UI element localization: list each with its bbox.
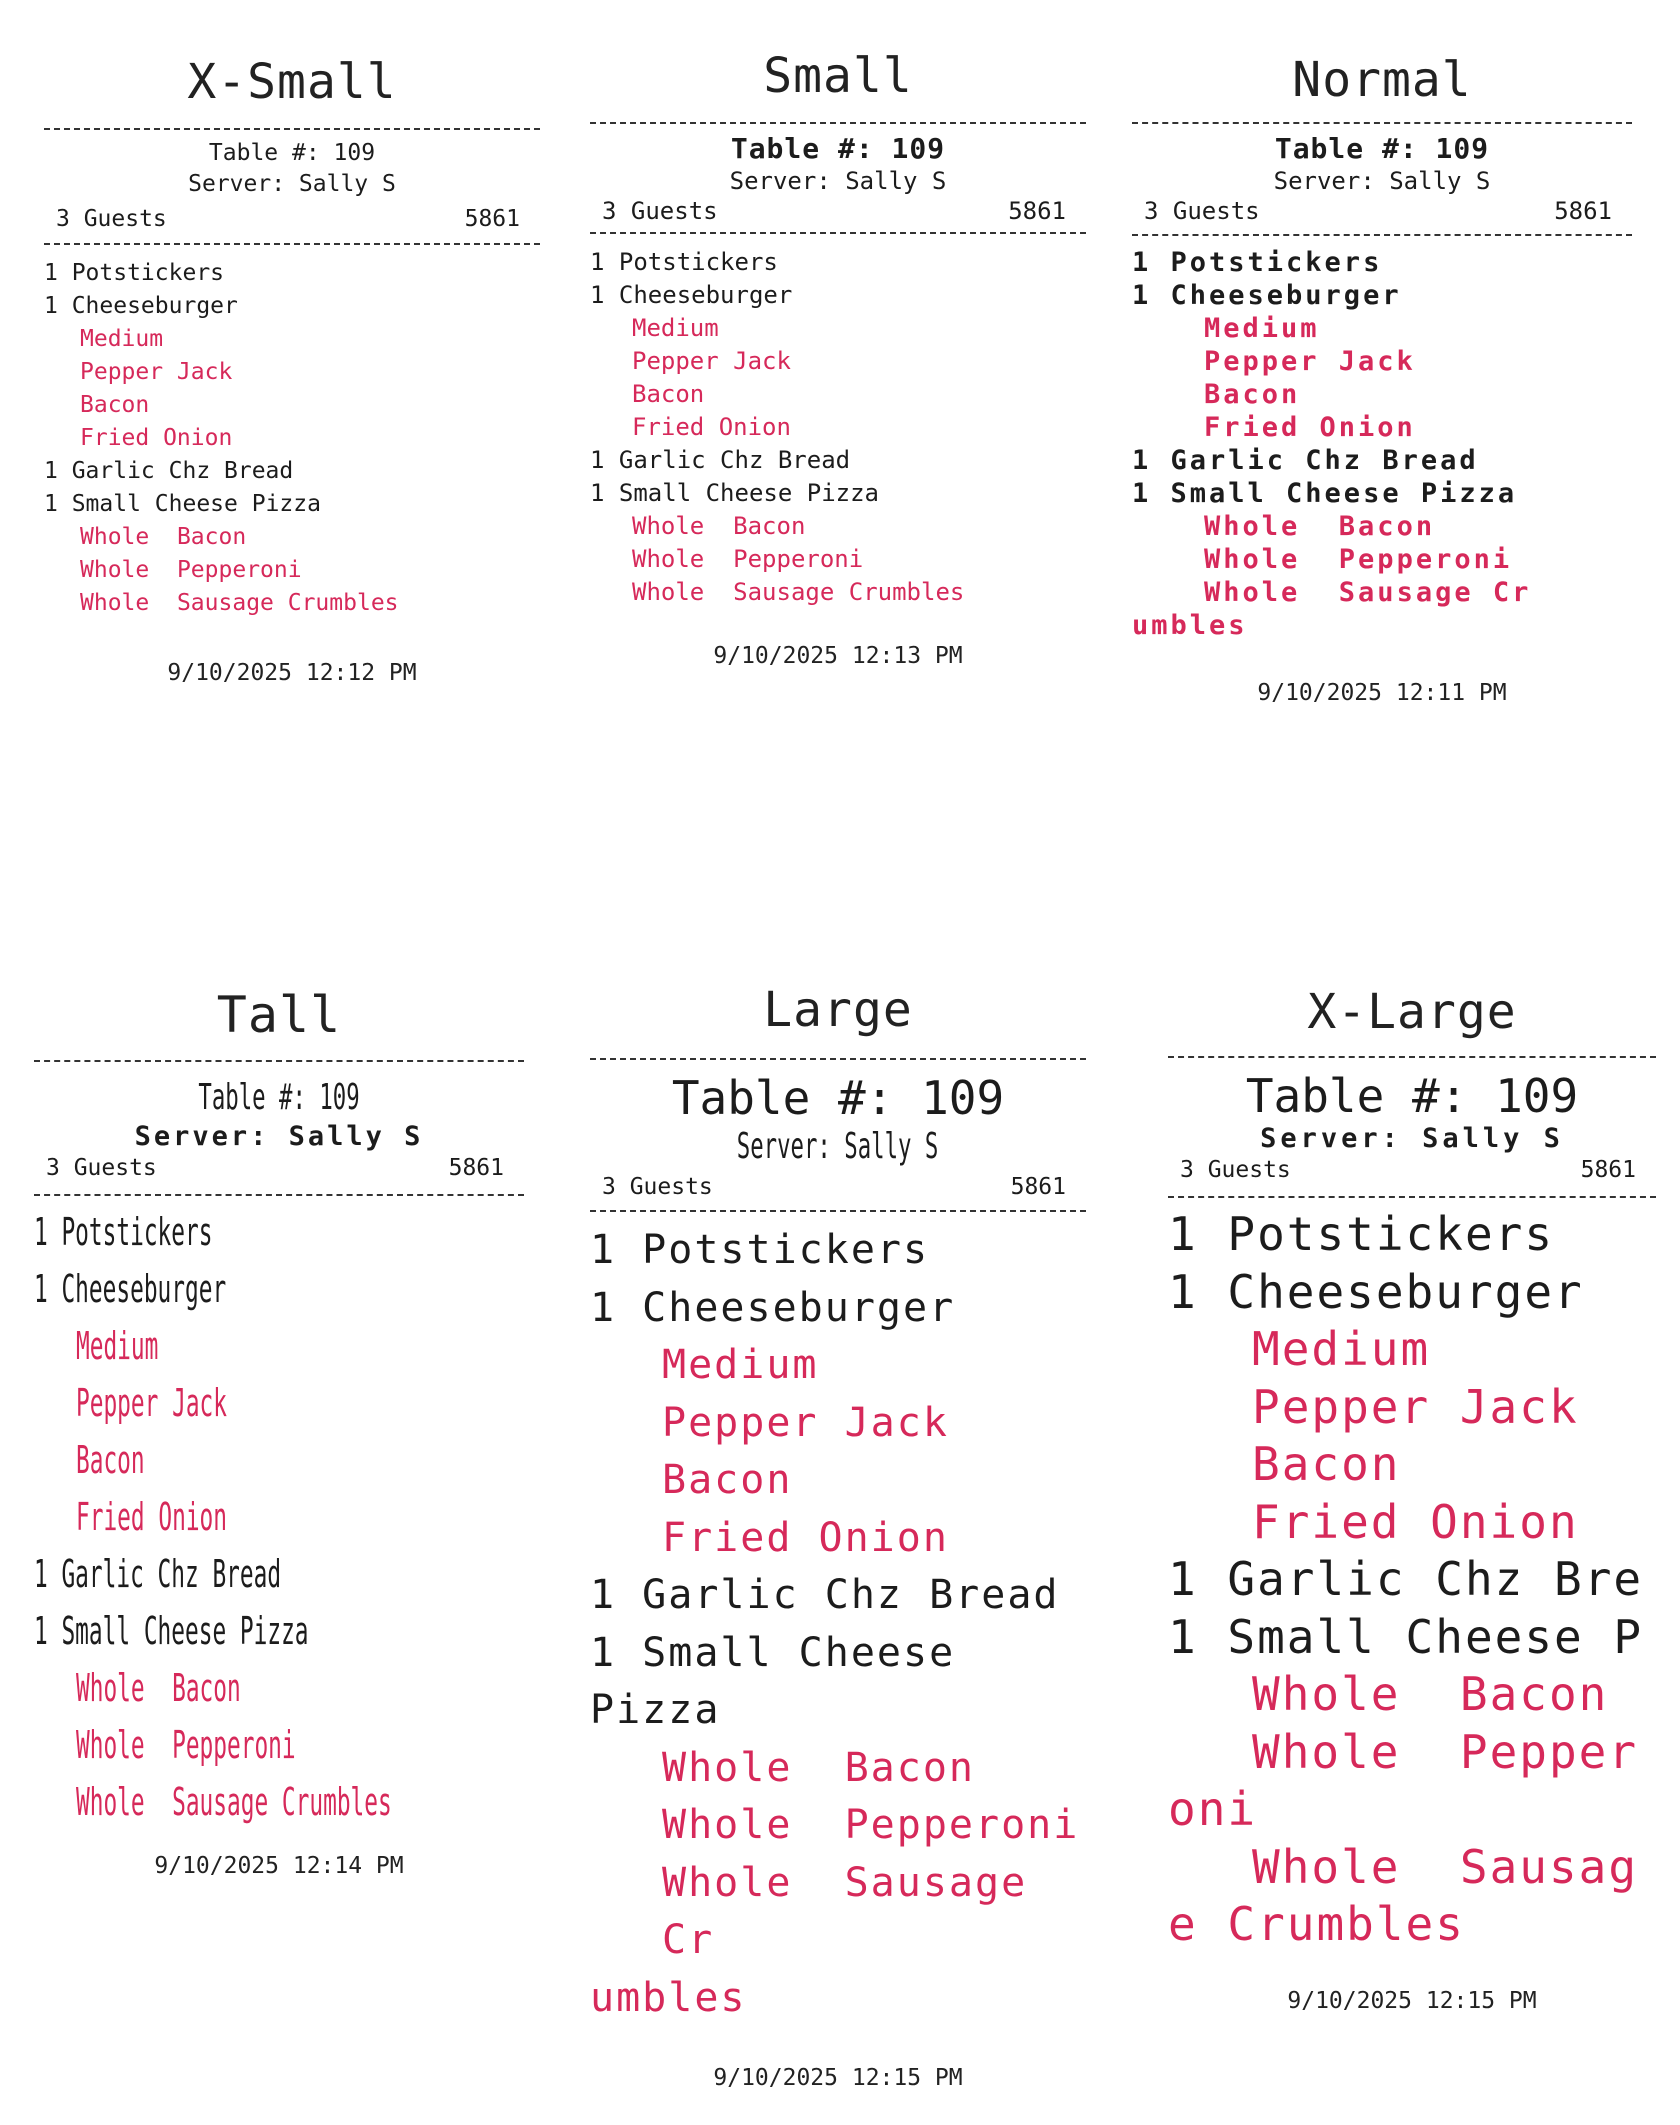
topping-row bbox=[34, 1717, 524, 1774]
topping-portion: Whole bbox=[76, 1780, 145, 1824]
modifier-bacon: Bacon bbox=[80, 392, 150, 418]
topping-bacon: Bacon bbox=[1459, 1667, 1609, 1721]
item-cheeseburger: 1 Cheeseburger bbox=[590, 1284, 956, 1331]
divider bbox=[590, 1058, 1086, 1060]
modifier-medium bbox=[34, 1318, 524, 1375]
topping-portion: Whole bbox=[632, 545, 705, 573]
modifier-pepper-jack: Pepper Jack bbox=[80, 359, 233, 385]
receipt-title: X-Small bbox=[187, 54, 397, 110]
item-text: 1 Cheeseburger bbox=[34, 1267, 227, 1311]
item-garlic-chz-bread: 1 Garlic Chz Bre bbox=[1168, 1552, 1644, 1606]
topping-portion: Whole bbox=[662, 1744, 793, 1791]
topping-row bbox=[44, 587, 540, 620]
modifier-bacon: Bacon bbox=[1204, 379, 1301, 410]
receipt-title: Small bbox=[763, 48, 913, 104]
topping-bacon: Bacon bbox=[1338, 511, 1436, 542]
topping-portion: Whole bbox=[1204, 511, 1301, 542]
item-small-cheese-pizza: 1 Small Cheese P bbox=[1168, 1609, 1644, 1664]
item-text: 1 Garlic Chz Bread bbox=[34, 1552, 282, 1596]
modifier-medium: Medium bbox=[80, 326, 164, 352]
topping-pepperoni: Pepperoni bbox=[844, 1802, 1080, 1848]
topping-sausage-crumbles: Sausage Crumbles bbox=[176, 590, 399, 616]
receipt-x-small bbox=[44, 54, 540, 686]
check-number: 5861 bbox=[1554, 197, 1612, 225]
topping-row bbox=[590, 510, 1086, 543]
receipt-title: Tall bbox=[216, 986, 342, 1044]
topping-portion: Whole bbox=[1252, 1724, 1401, 1779]
modifier-fried-onion: Fried Onion bbox=[80, 425, 233, 451]
topping-row bbox=[590, 576, 1086, 609]
modifier-pepper-jack bbox=[34, 1375, 524, 1432]
topping-row bbox=[590, 1740, 1086, 1798]
topping-portion: Whole bbox=[80, 524, 150, 550]
check-number: 5861 bbox=[1008, 197, 1066, 225]
topping-pepperoni: Pepperoni bbox=[1338, 544, 1513, 575]
server-name-text: Server: Sally S bbox=[737, 1126, 939, 1167]
topping-portion: Whole bbox=[76, 1666, 145, 1710]
modifier-fried-onion bbox=[34, 1489, 524, 1546]
topping-pepperoni: Pepper bbox=[1459, 1724, 1639, 1779]
table-number: Table #: 109 bbox=[1274, 132, 1490, 165]
topping-wrap: umbles bbox=[590, 1974, 747, 2021]
modifier-medium: Medium bbox=[1204, 313, 1320, 344]
timestamp: 9/10/2025 12:15 PM bbox=[713, 2065, 963, 2091]
modifier-bacon: Bacon bbox=[662, 1457, 793, 1503]
timestamp: 9/10/2025 12:14 PM bbox=[154, 1853, 404, 1879]
timestamp: 9/10/2025 12:12 PM bbox=[167, 660, 417, 686]
check-number: 5861 bbox=[1010, 1174, 1066, 1200]
topping-wrap: e Crumbles bbox=[1168, 1897, 1465, 1951]
topping-portion: Whole bbox=[80, 557, 150, 583]
guest-count: 3 Guests bbox=[602, 197, 718, 225]
item-cheeseburger: 1 Cheeseburger bbox=[1168, 1264, 1584, 1319]
topping-sausage-crumbles: Sausage Cr bbox=[1338, 577, 1532, 608]
topping-pepperoni: Pepperoni bbox=[172, 1723, 296, 1767]
divider bbox=[44, 243, 540, 245]
item-cheeseburger: 1 Cheeseburger bbox=[44, 293, 238, 319]
receipt-small bbox=[590, 48, 1086, 669]
item-garlic-chz-bread: 1 Garlic Chz Bread bbox=[44, 458, 294, 484]
topping-bacon: Bacon bbox=[733, 512, 806, 540]
item-potstickers bbox=[34, 1204, 524, 1261]
server-name: Server: Sally S bbox=[1260, 1123, 1564, 1154]
item-small-cheese-pizza: 1 Small Cheese Pizza bbox=[590, 479, 879, 507]
guest-count: 3 Guests bbox=[56, 206, 167, 232]
modifier-medium: Medium bbox=[662, 1342, 819, 1388]
topping-row bbox=[44, 554, 540, 587]
topping-row bbox=[590, 1855, 1086, 1970]
topping-row bbox=[1132, 510, 1632, 543]
divider bbox=[1168, 1056, 1656, 1058]
item-potstickers: 1 Potstickers bbox=[1168, 1207, 1555, 1261]
item-garlic-chz-bread bbox=[34, 1546, 524, 1603]
topping-portion: Whole bbox=[632, 512, 705, 540]
table-number: Table #: 109 bbox=[671, 1071, 1005, 1125]
topping-portion: Whole bbox=[662, 1859, 793, 1906]
item-potstickers: 1 Potstickers bbox=[590, 248, 778, 276]
server-name bbox=[590, 1124, 1086, 1170]
modifier-text: Fried Onion bbox=[76, 1495, 228, 1539]
table-number: Table #: 109 bbox=[1245, 1069, 1579, 1123]
divider bbox=[590, 232, 1086, 234]
receipt-title: Normal bbox=[1292, 52, 1472, 108]
guest-count: 3 Guests bbox=[1144, 197, 1260, 225]
server-name: Server: Sally S bbox=[1273, 167, 1491, 195]
item-garlic-chz-bread: 1 Garlic Chz Bread bbox=[590, 446, 851, 474]
topping-portion: Whole bbox=[1252, 1839, 1401, 1894]
topping-bacon: Bacon bbox=[176, 524, 247, 550]
item-garlic-chz-bread: 1 Garlic Chz Bread bbox=[590, 1572, 1060, 1618]
topping-row bbox=[34, 1660, 524, 1717]
modifier-bacon: Bacon bbox=[1252, 1437, 1401, 1491]
receipt-title: Large bbox=[763, 982, 913, 1038]
topping-row bbox=[1168, 1839, 1656, 1897]
modifier-pepper-jack: Pepper Jack bbox=[662, 1399, 949, 1446]
guest-count: 3 Guests bbox=[602, 1174, 713, 1200]
timestamp: 9/10/2025 12:15 PM bbox=[1287, 1987, 1537, 2014]
guest-count: 3 Guests bbox=[1180, 1157, 1291, 1183]
topping-portion: Whole bbox=[80, 590, 150, 616]
topping-row bbox=[1132, 543, 1632, 576]
divider bbox=[1168, 1196, 1656, 1198]
topping-portion: Whole bbox=[76, 1723, 145, 1767]
item-small-cheese-pizza: 1 Small Cheese Pizza bbox=[44, 491, 321, 517]
topping-portion: Whole bbox=[1204, 577, 1301, 608]
topping-row bbox=[34, 1774, 524, 1831]
topping-sausage-crumbles: Sausage Cr bbox=[662, 1859, 1028, 1963]
topping-row bbox=[1132, 576, 1632, 609]
divider bbox=[34, 1060, 524, 1062]
modifier-medium: Medium bbox=[1252, 1322, 1431, 1376]
topping-portion: Whole bbox=[1252, 1667, 1401, 1721]
divider bbox=[1132, 234, 1632, 236]
modifier-text: Bacon bbox=[76, 1438, 145, 1482]
check-number: 5861 bbox=[1580, 1157, 1636, 1183]
item-cheeseburger bbox=[34, 1261, 524, 1318]
modifier-pepper-jack: Pepper Jack bbox=[1204, 346, 1416, 377]
item-cheeseburger: 1 Cheeseburger bbox=[1132, 280, 1402, 311]
receipt-normal bbox=[1132, 52, 1632, 706]
topping-row bbox=[590, 543, 1086, 576]
check-number: 5861 bbox=[448, 1155, 504, 1181]
modifier-fried-onion: Fried Onion bbox=[1204, 412, 1416, 443]
table-number: Table #: 109 bbox=[730, 132, 946, 165]
server-name: Server: Sally S bbox=[188, 171, 396, 197]
divider bbox=[44, 128, 540, 130]
timestamp: 9/10/2025 12:11 PM bbox=[1257, 680, 1507, 706]
item-small-cheese-pizza: 1 Small Cheese Pizza bbox=[590, 1629, 956, 1733]
divider bbox=[34, 1194, 524, 1196]
item-garlic-chz-bread: 1 Garlic Chz Bread bbox=[1132, 445, 1479, 476]
topping-pepperoni: Pepperoni bbox=[733, 545, 864, 573]
topping-wrap: umbles bbox=[1132, 610, 1248, 641]
guest-count: 3 Guests bbox=[46, 1155, 157, 1181]
table-number bbox=[34, 1076, 524, 1120]
table-number-text: Table #: 109 bbox=[198, 1077, 360, 1118]
topping-pepperoni: Pepperoni bbox=[176, 557, 302, 583]
item-potstickers: 1 Potstickers bbox=[44, 260, 225, 286]
topping-bacon: Bacon bbox=[172, 1666, 241, 1710]
modifier-bacon: Bacon bbox=[632, 380, 705, 408]
topping-row bbox=[590, 1797, 1086, 1855]
topping-row bbox=[1168, 1666, 1656, 1724]
modifier-pepper-jack: Pepper Jack bbox=[632, 347, 791, 375]
item-small-cheese-pizza bbox=[34, 1603, 524, 1660]
topping-portion: Whole bbox=[662, 1802, 793, 1848]
modifier-text: Pepper Jack bbox=[76, 1381, 228, 1425]
topping-sausage-crumbles: Sausag bbox=[1459, 1839, 1639, 1894]
topping-bacon: Bacon bbox=[844, 1744, 976, 1791]
item-potstickers: 1 Potstickers bbox=[1132, 247, 1383, 278]
modifier-fried-onion: Fried Onion bbox=[1252, 1494, 1579, 1549]
item-cheeseburger: 1 Cheeseburger bbox=[590, 281, 793, 309]
receipt-x-large bbox=[1168, 984, 1656, 2014]
table-number: Table #: 109 bbox=[208, 140, 376, 166]
modifier-fried-onion: Fried Onion bbox=[662, 1514, 949, 1561]
topping-portion: Whole bbox=[632, 578, 705, 606]
divider bbox=[1132, 122, 1632, 124]
check-number: 5861 bbox=[464, 206, 520, 232]
modifier-text: Medium bbox=[76, 1324, 159, 1368]
server-name: Server: Sally S bbox=[134, 1121, 424, 1152]
item-text: 1 Potstickers bbox=[34, 1210, 213, 1254]
item-small-cheese-pizza: 1 Small Cheese Pizza bbox=[1132, 478, 1518, 509]
modifier-medium: Medium bbox=[632, 314, 719, 342]
topping-wrap: oni bbox=[1168, 1782, 1258, 1836]
receipt-large bbox=[590, 982, 1086, 2091]
server-name: Server: Sally S bbox=[729, 167, 947, 195]
topping-portion: Whole bbox=[1204, 544, 1301, 575]
receipt-tall bbox=[34, 986, 524, 1879]
divider bbox=[590, 122, 1086, 124]
modifier-fried-onion: Fried Onion bbox=[632, 413, 791, 441]
item-text: 1 Small Cheese Pizza bbox=[34, 1609, 309, 1653]
topping-sausage-crumbles: Sausage Crumbles bbox=[172, 1780, 392, 1824]
timestamp: 9/10/2025 12:13 PM bbox=[713, 643, 963, 669]
topping-row bbox=[1168, 1724, 1656, 1782]
item-potstickers: 1 Potstickers bbox=[590, 1227, 930, 1273]
divider bbox=[590, 1210, 1086, 1212]
modifier-pepper-jack: Pepper Jack bbox=[1252, 1379, 1579, 1434]
topping-row bbox=[44, 521, 540, 554]
modifier-bacon bbox=[34, 1432, 524, 1489]
receipt-title: X-Large bbox=[1307, 984, 1517, 1040]
topping-sausage-crumbles: Sausage Crumbles bbox=[733, 578, 965, 606]
